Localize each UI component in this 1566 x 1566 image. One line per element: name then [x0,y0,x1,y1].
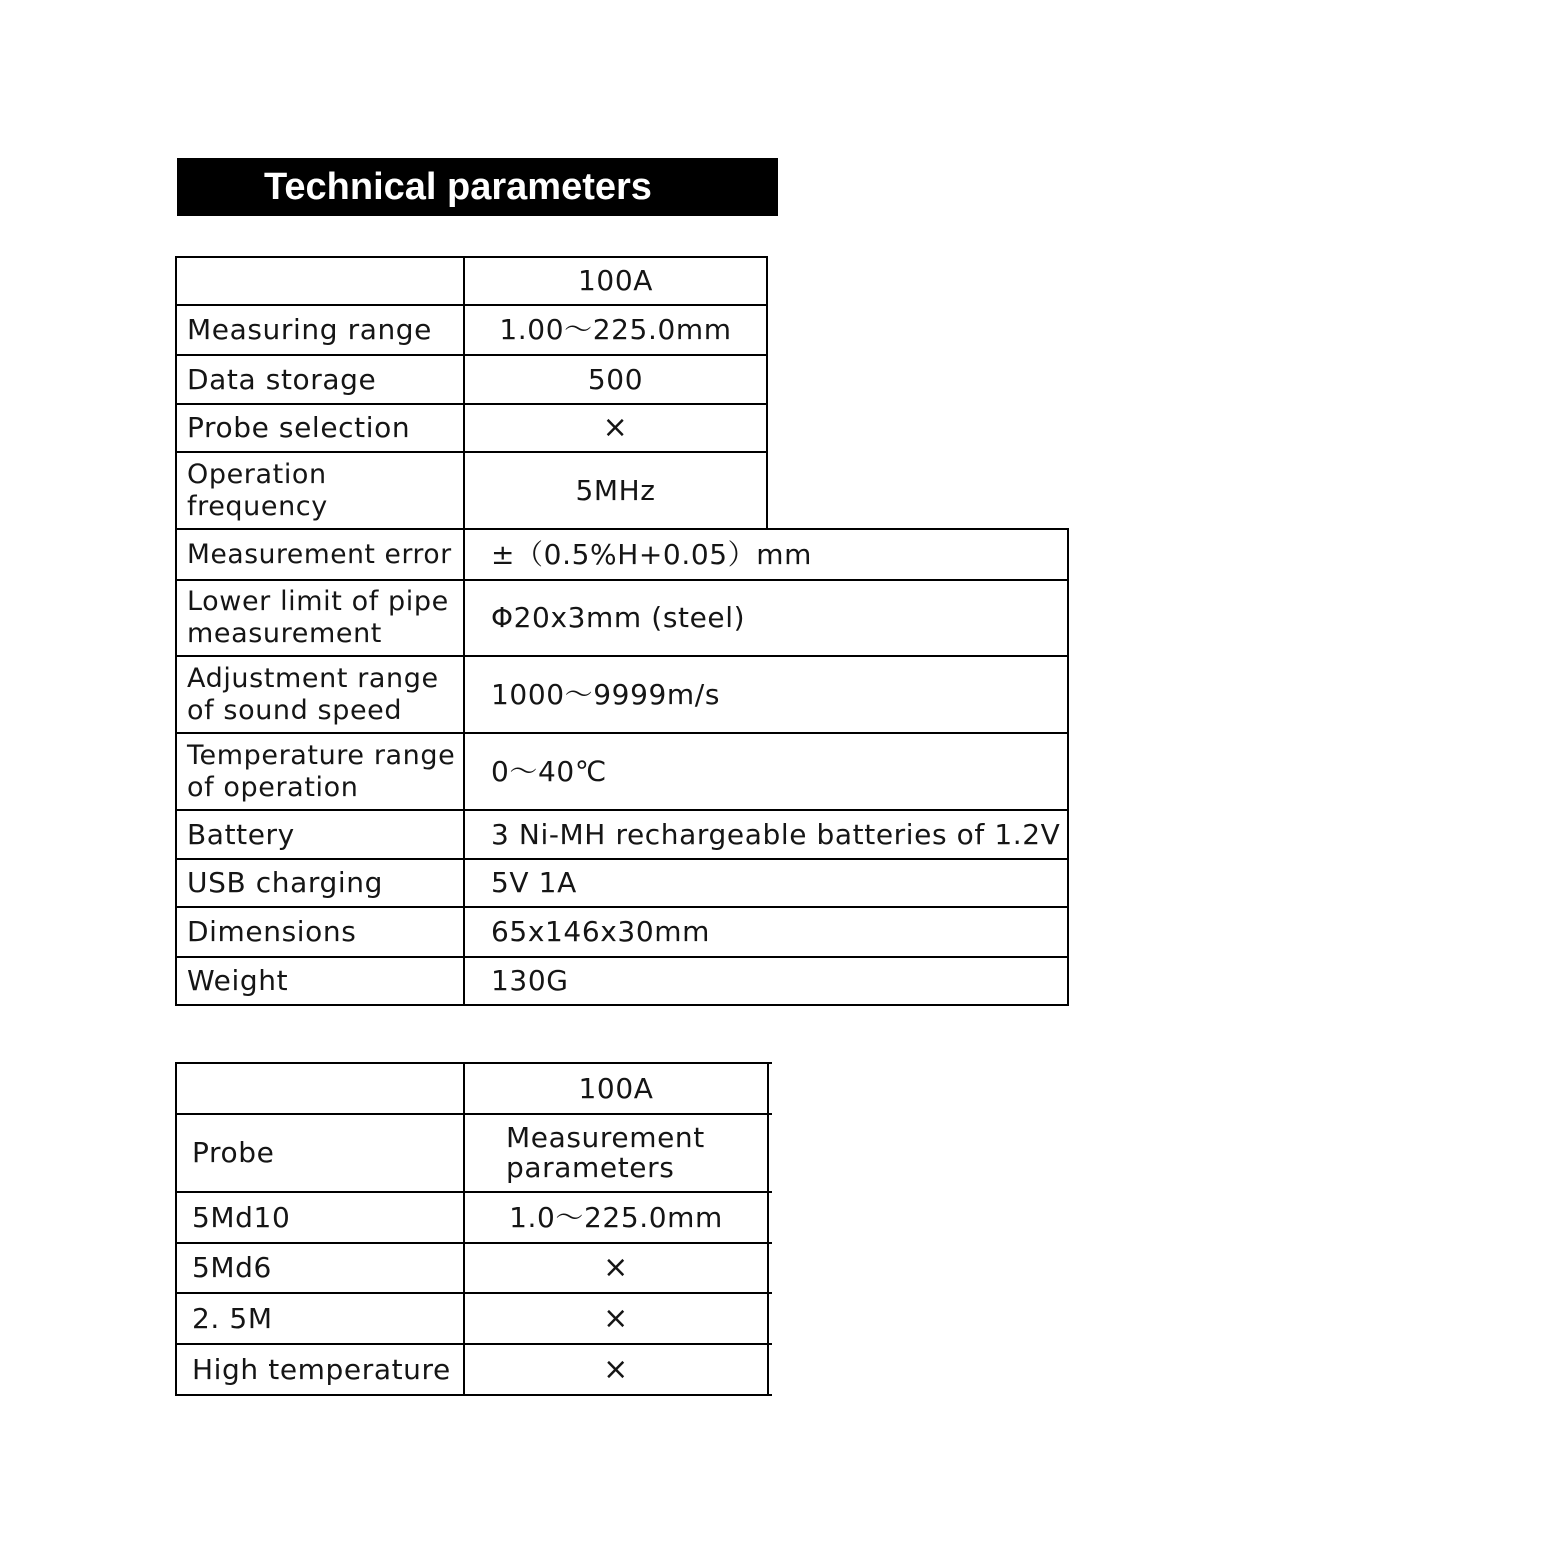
spec-row-label-6-text: Adjustment range of sound speed [187,662,439,726]
spec-row-label-6 [176,656,464,733]
spec-row-label-9 [176,859,464,907]
probe-row-label-3-text: 2. 5M [192,1301,273,1335]
probe-row-label-0 [176,1114,464,1192]
probe-row-label-0-text: Probe [192,1136,275,1169]
title-bar [177,158,778,216]
spec-row-label-8 [176,810,464,859]
probe-row-label-4 [176,1344,464,1395]
spec-row-value-8-text: 3 Ni-MH rechargeable batteries of 1.2V [491,817,1061,851]
spec-row-value-7-text: 0～40℃ [491,754,607,788]
probe-row-label-2-text: 5Md6 [192,1251,272,1284]
spec-row-value-1 [464,355,767,404]
spec-row-label-9-text: USB charging [187,866,383,899]
probe-row-label-4-text: High temperature [192,1352,451,1386]
spec-row-value-0-text: 1.00～225.0mm [499,313,732,346]
spec-row-label-11 [176,957,464,1005]
spec-row-label-5-text: Lower limit of pipe measurement [187,586,449,649]
spec-row-label-0-text: Measuring range [187,313,433,346]
spec-row-value-6 [464,656,1068,733]
probe-row-value-3-text: × [603,1300,629,1336]
spec-row-label-0 [176,305,464,355]
spec-row-label-10-text: Dimensions [187,915,357,948]
probe-row-value-1-text: 1.0～225.0mm [509,1200,723,1234]
spec-row-value-9-text: 5V 1A [491,866,577,899]
spec-row-value-5 [464,580,1068,656]
spec-row-value-11 [464,957,1068,1005]
spec-row-value-0 [464,305,767,355]
spec-row-value-1-text: 500 [587,362,644,396]
probe-row-label-2 [176,1243,464,1293]
spec-row-label-10 [176,907,464,957]
spec-row-label-1 [176,355,464,404]
spec-row-label-3 [176,452,464,529]
spec-row-value-4-text: ±（0.5%H+0.05）mm [491,537,813,571]
probe-row-value-1 [464,1192,768,1243]
probe-row-value-3 [464,1293,768,1344]
probe-row-label-1 [176,1192,464,1243]
spec-row-value-9 [464,859,1068,907]
spec-row-value-2-text: × [602,410,629,445]
probe-row-value-2-text: × [603,1250,629,1285]
probe-row-value-0 [464,1114,768,1192]
spec-row-value-10-text: 65x146x30mm [491,915,710,948]
spec-row-label-7-text: Temperature range of operation [187,739,456,803]
spec-row-value-10 [464,907,1068,957]
spec-row-label-2 [176,404,464,452]
spec-header-model [464,257,767,305]
spec-row-label-1-text: Data storage [187,362,377,396]
spec-row-label-4 [176,529,464,580]
probe-row-value-4-text: × [603,1351,629,1387]
spec-header-model-text: 100A [578,264,653,297]
spec-row-label-3-text: Operation frequency [187,458,328,522]
spec-row-value-5-text: Φ20x3mm (steel) [491,601,746,634]
probe-header-model-text: 100A [578,1071,654,1105]
spec-row-value-11-text: 130G [491,964,569,997]
spec-row-value-3 [464,452,767,529]
spec-row-label-8-text: Battery [187,817,295,851]
probe-header-model [464,1063,768,1114]
probe-row-value-2 [464,1243,768,1293]
spec-row-label-2-text: Probe selection [187,411,411,444]
probe-row-label-3 [176,1293,464,1344]
spec-row-value-4 [464,529,1068,580]
spec-row-value-3-text: 5MHz [575,473,656,507]
spec-row-label-4-text: Measurement error [187,538,452,570]
spec-row-label-5 [176,580,464,656]
probe-row-value-0-text: Measurement parameters [506,1121,705,1184]
spec-row-value-7 [464,733,1068,810]
spec-row-value-8 [464,810,1068,859]
spec-row-label-7 [176,733,464,810]
spec-row-value-6-text: 1000～9999m/s [491,677,721,711]
probe-row-label-1-text: 5Md10 [192,1200,291,1234]
page-title: Technical parameters [264,166,652,208]
probe-row-value-4 [464,1344,768,1395]
spec-row-label-11-text: Weight [187,964,289,997]
spec-row-value-2 [464,404,767,452]
